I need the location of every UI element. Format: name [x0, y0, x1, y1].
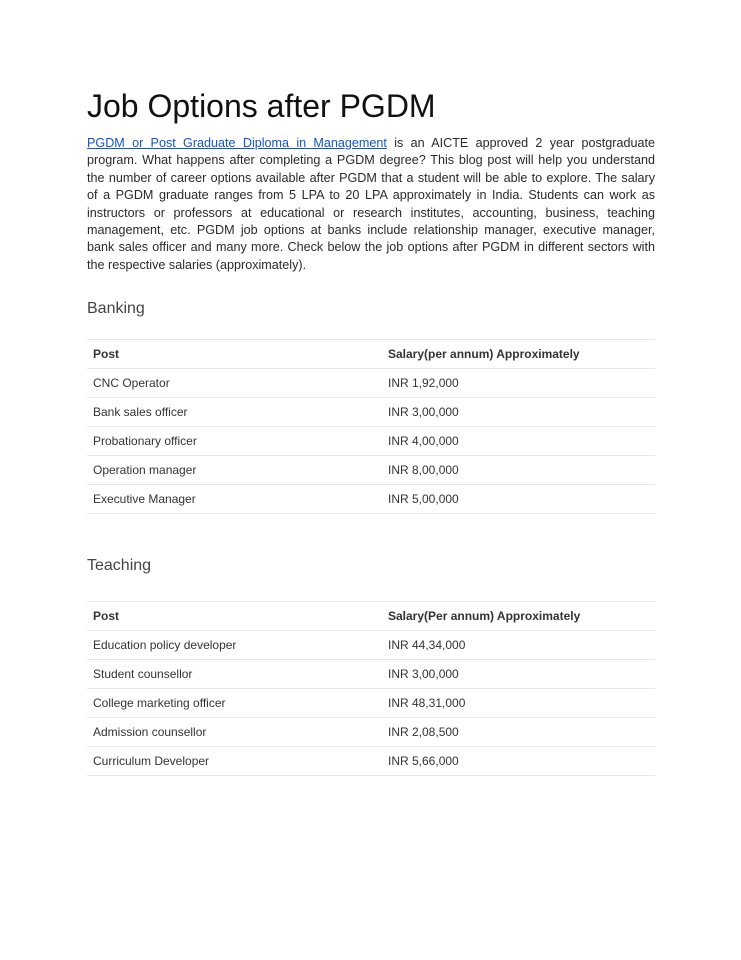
table-row [87, 660, 655, 689]
post-cell: Bank sales officer [87, 398, 382, 427]
post-cell: Student counsellor [87, 660, 382, 689]
table-row [87, 398, 655, 427]
teaching-table [87, 601, 655, 776]
salary-cell: INR 3,00,000 [382, 660, 655, 689]
salary-cell: INR 44,34,000 [382, 631, 655, 660]
salary-cell: INR 5,66,000 [382, 747, 655, 776]
table-row [87, 485, 655, 514]
column-header-post: Post [87, 340, 382, 369]
table-row [87, 689, 655, 718]
post-cell: College marketing officer [87, 689, 382, 718]
column-header-salary: Salary(Per annum) Approximately [382, 602, 655, 631]
table-row [87, 369, 655, 398]
table-header-row [87, 340, 655, 369]
pgdm-link[interactable]: PGDM or Post Graduate Diploma in Management [87, 136, 387, 150]
post-cell: Probationary officer [87, 427, 382, 456]
post-cell: Operation manager [87, 456, 382, 485]
table-row [87, 718, 655, 747]
post-cell: Admission counsellor [87, 718, 382, 747]
salary-cell: INR 4,00,000 [382, 427, 655, 456]
table-row [87, 631, 655, 660]
post-cell: Education policy developer [87, 631, 382, 660]
salary-cell: INR 5,00,000 [382, 485, 655, 514]
page-title: Job Options after PGDM [87, 88, 436, 124]
table-header-row [87, 602, 655, 631]
column-header-post: Post [87, 602, 382, 631]
banking-table [87, 339, 655, 514]
salary-cell: INR 8,00,000 [382, 456, 655, 485]
post-cell: Executive Manager [87, 485, 382, 514]
intro-body-text: is an AICTE approved 2 year postgraduate program. What happens after completing a PGDM degree? This blog post will help you understand the number of career options available after PGDM that a student will be able to explore. The salary of a PGDM graduate ranges from 5 LPA to 20 LPA approximately in India. Students can work as instructors or professors at educational or research institutes, accounting, business, teaching management, etc. PGDM job options at banks include relationship manager, executive manager, bank sales officer and many more. Check below the job options after PGDM in different sectors with the respective salaries (approximately). [87, 136, 655, 272]
post-cell: CNC Operator [87, 369, 382, 398]
salary-cell: INR 48,31,000 [382, 689, 655, 718]
column-header-salary: Salary(per annum) Approximately [382, 340, 655, 369]
table-row [87, 747, 655, 776]
salary-cell: INR 1,92,000 [382, 369, 655, 398]
post-cell: Curriculum Developer [87, 747, 382, 776]
table-row [87, 456, 655, 485]
banking-heading: Banking [87, 300, 145, 317]
salary-cell: INR 3,00,000 [382, 398, 655, 427]
salary-cell: INR 2,08,500 [382, 718, 655, 747]
intro-paragraph [87, 135, 655, 274]
table-row [87, 427, 655, 456]
teaching-heading: Teaching [87, 557, 152, 574]
